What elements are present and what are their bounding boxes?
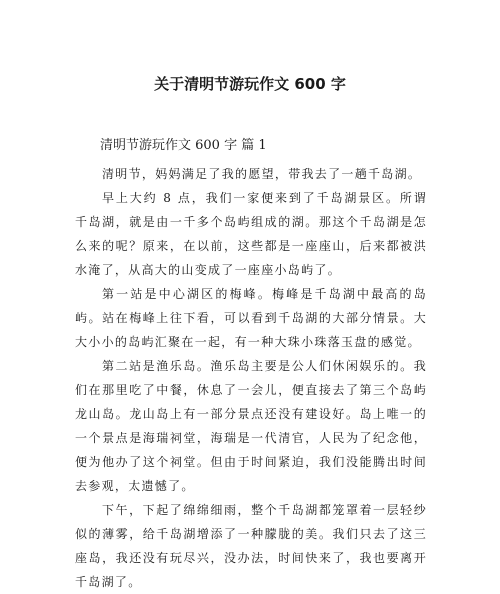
section-heading: 清明节游玩作文 600 字 篇 1 bbox=[100, 138, 267, 153]
paragraph-1: 清明节，妈妈满足了我的愿望，带我去了一趟千岛湖。 bbox=[102, 167, 422, 181]
paragraph-5: 下午，下起了绵绵细雨，整个千岛湖都笼罩着一层轻纱似的薄雾，给千岛湖增添了一种朦胧的美。我们只去了这三座岛，我还没有玩尽兴，没办法，时间快来了，我也要离开千岛湖了。 bbox=[75, 503, 427, 589]
document-title: 关于清明节游玩作文 600 字 bbox=[154, 75, 346, 93]
paragraph-2: 早上大约 8 点，我们一家便来到了千岛湖景区。所谓千岛湖，就是由一千多个岛屿组成的湖。那这个千岛湖是怎么来的呢？原来，在以前，这些都是一座座山，后来都被洪水淹了，从高大的山变成了一座座小岛屿了。 bbox=[75, 191, 427, 277]
essay-body bbox=[75, 162, 427, 594]
paragraph-4: 第二站是渔乐岛。渔乐岛主要是公人们休闲娱乐的。我们在那里吃了中餐，休息了一会儿，便直接去了第三个岛屿龙山岛。龙山岛上有一部分景点还没有建设好。岛上唯一的一个景点是海瑞祠堂，海瑞是一代清官，人民为了纪念他，便为他办了这个祠堂。但由于时间紧迫，我们没能腾出时间去参观，太遗憾了。 bbox=[75, 359, 427, 493]
paragraph-3: 第一站是中心湖区的梅峰。梅峰是千岛湖中最高的岛屿。站在梅峰上往下看，可以看到千岛湖的大部分情景。大大小小的岛屿汇聚在一起，有一种大珠小珠落玉盘的感觉。 bbox=[75, 287, 427, 349]
